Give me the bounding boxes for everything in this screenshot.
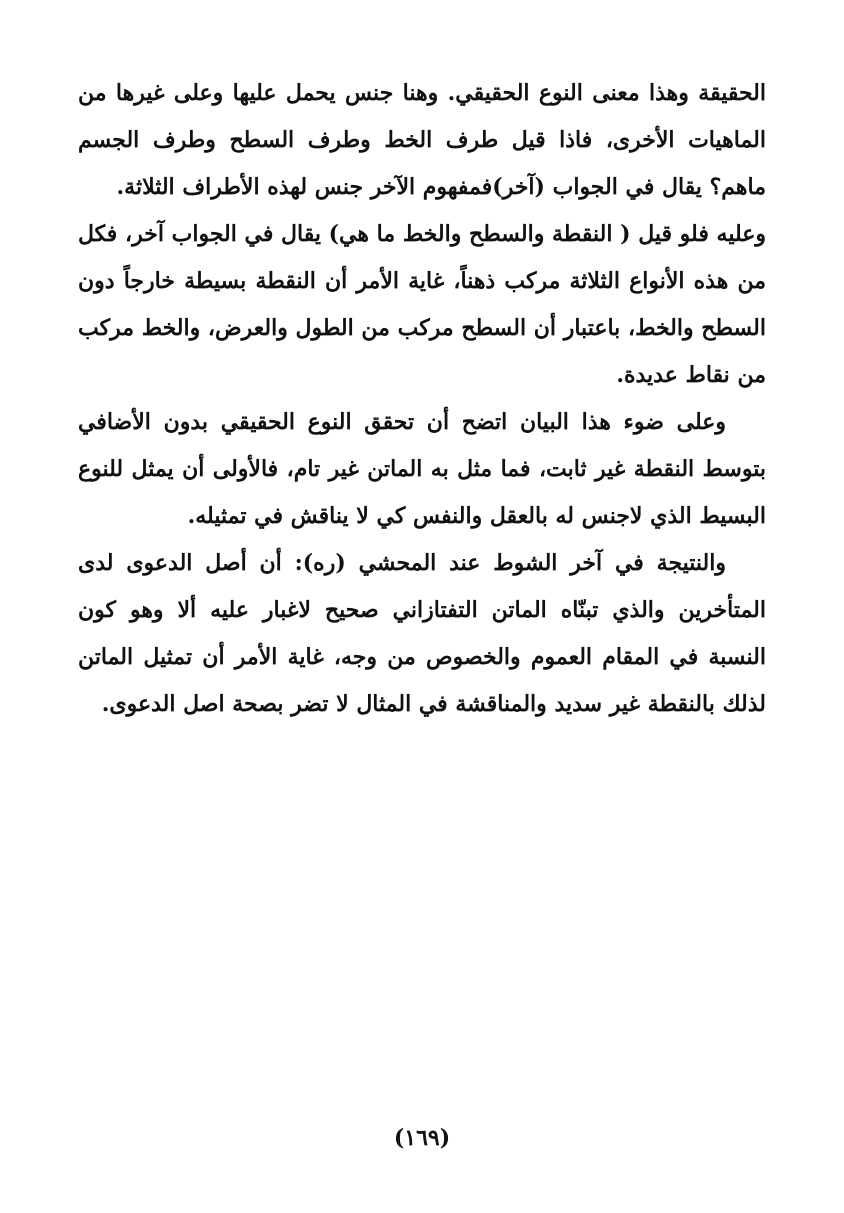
paragraph-4: والنتيجة في آخر الشوط عند المحشي (ره): أن أصل الدعوى لدى المتأخرين والذي تبنّاه الماتن التفتازاني صحيح لاغبار عليه ألا وهو كون النسبة في المقام العموم والخصوص من وجه، غاية الأمر أن تمثيل الماتن لذلك بالنقطة غير سديد والمناقشة في المثال لا تضر بصحة اصل الدعوى.: [78, 550, 766, 717]
page-number: (١٦٩): [393, 1125, 451, 1151]
paragraph-2: وعليه فلو قيل ( النقطة والسطح والخط ما هي) يقال في الجواب آخر، فكل من هذه الأنواع الثلاثة مركب ذهناً، غاية الأمر أن النقطة بسيطة خارجاً دون السطح والخط، باعتبار أن السطح مركب من الطول والعرض، والخط مركب من نقاط عديدة.: [78, 221, 766, 388]
paragraph-1: الحقيقة وهذا معنى النوع الحقيقي. وهنا جنس يحمل عليها وعلى غيرها من الماهيات الأخرى، فاذا قيل طرف الخط وطرف السطح وطرف الجسم ماهم؟ يقال في الجواب (آخر)فمفهوم الآخر جنس لهذه الأطراف الثلاثة.: [78, 80, 766, 200]
paragraph-3: وعلى ضوء هذا البيان اتضح أن تحقق النوع الحقيقي بدون الأضافي بتوسط النقطة غير ثابت، فما مثل به الماتن غير تام، فالأولى أن يمثل للنوع البسيط الذي لاجنس له بالعقل والنفس كي لا يناقش في تمثيله.: [78, 409, 766, 529]
body-text: [78, 70, 766, 728]
